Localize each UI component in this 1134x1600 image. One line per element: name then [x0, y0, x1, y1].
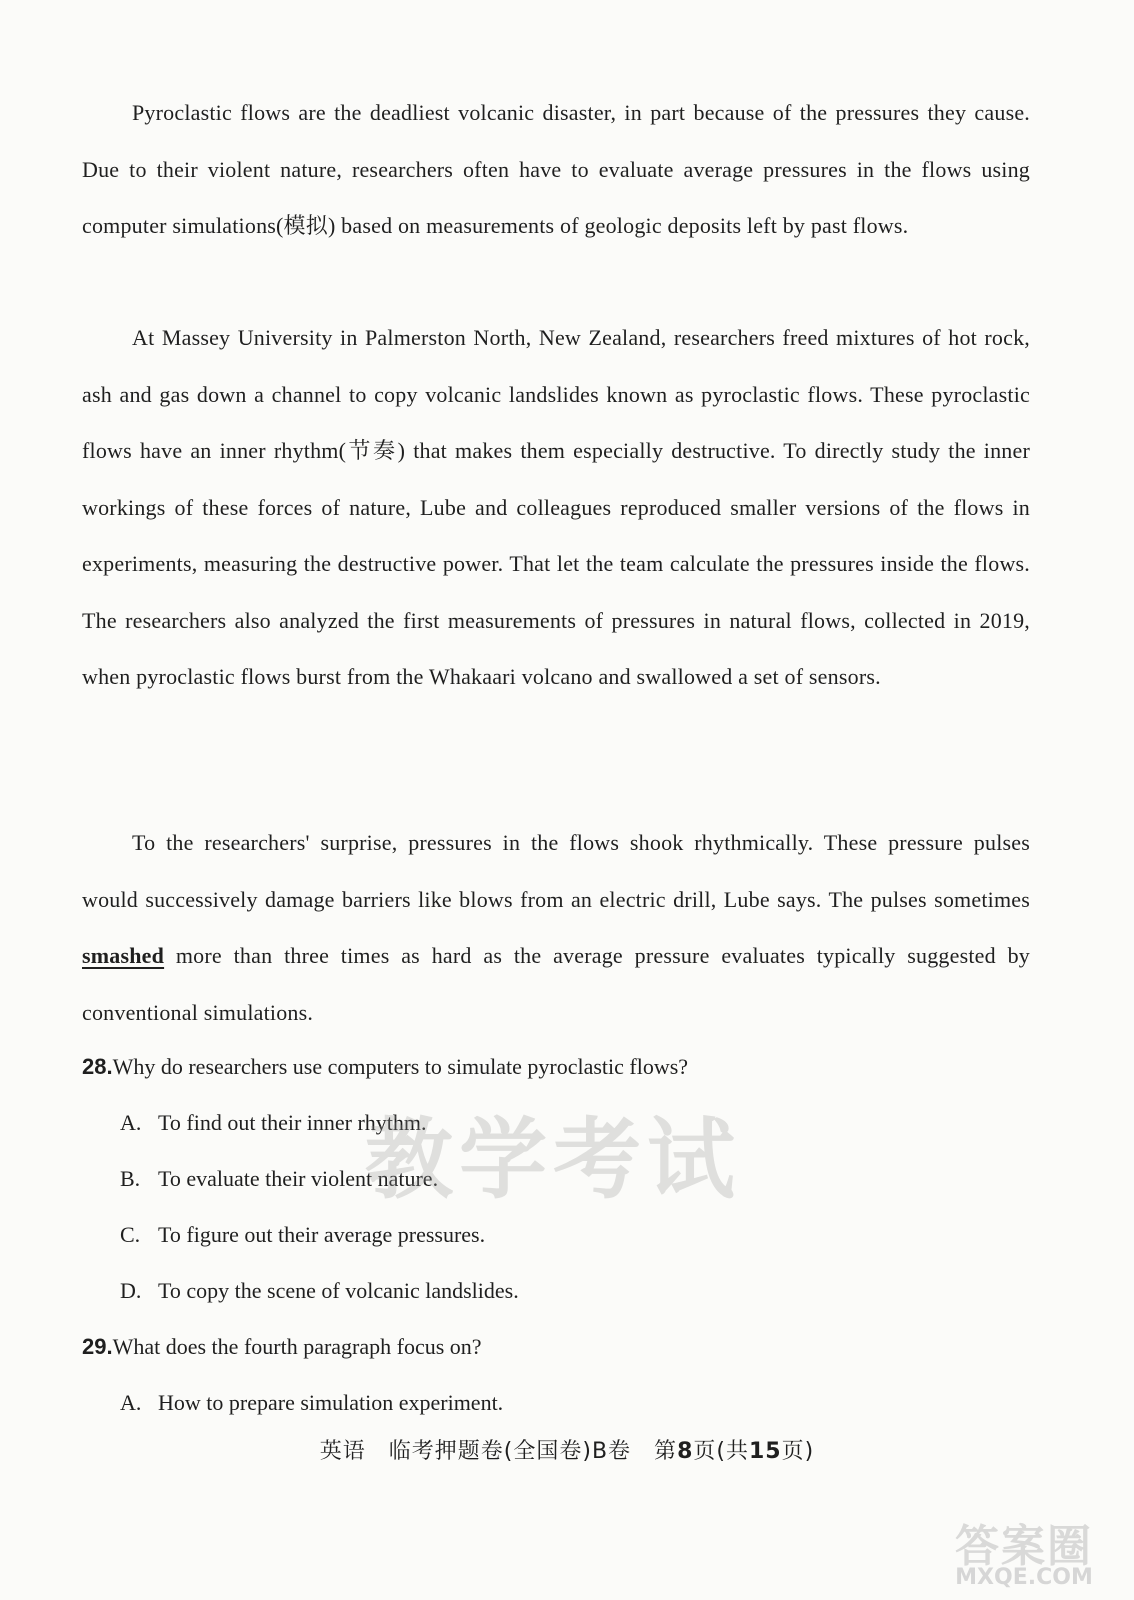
watermark-text: 教学考试 [365, 1108, 742, 1211]
question-29-stem: What does the fourth paragraph focus on? [112, 1334, 482, 1359]
option-letter: A. [120, 1110, 142, 1135]
paragraph-3-text-start: To the researchers' surprise, pressures in the flows shook rhythmically. These pressure pulses would successively damage barriers like blows from an electric drill, Lube says. The pulses sometimes [82, 830, 1030, 912]
footer-label-end: 页) [781, 1439, 815, 1464]
footer-page-number: 8 [677, 1439, 694, 1464]
question-29 [82, 1332, 1030, 1362]
page-footer [0, 1434, 1134, 1465]
option-letter: B. [120, 1166, 141, 1191]
passage-paragraph-1: Pyroclastic flows are the deadliest volcanic disaster, in part because of the pressures they cause. Due to their violent nature, researchers often have to evaluate average pressures in the flows using computer simulations(模拟) based on measurements of geologic deposits left by past flows. [82, 100, 1030, 238]
passage-paragraph-2: At Massey University in Palmerston North, New Zealand, researchers freed mixtures of hot rock, ash and gas down a channel to copy volcanic landslides known as pyroclastic flows. These pyroclastic flows have an inner rhythm(节奏) that makes them especially destructive. To directly study the inner workings of these forces of nature, Lube and colleagues reproduced smaller versions of the flows in experiments, measuring the destructive power. That let the team calculate the pressures inside the flows. The researchers also analyzed the first measurements of pressures in natural flows, collected in 2019, when pyroclastic flows burst from the Whakaari volcano and swallowed a set of sensors. [82, 325, 1030, 689]
option-letter: A. [120, 1390, 142, 1415]
paragraph-3-text-end: more than three times as hard as the average pressure evaluates typically suggested by conventional simulations. [82, 943, 1030, 1025]
option-text: To find out their inner rhythm. [158, 1110, 427, 1135]
option-text: To copy the scene of volcanic landslides. [158, 1278, 519, 1303]
option-letter: D. [120, 1278, 142, 1303]
question-29-number: 29. [82, 1334, 113, 1359]
question-29-option-a[interactable] [120, 1388, 1020, 1418]
option-text: To figure out their average pressures. [158, 1222, 486, 1247]
question-28-stem: Why do researchers use computers to simulate pyroclastic flows? [112, 1054, 689, 1079]
question-28-option-b[interactable] [120, 1164, 1020, 1194]
option-text: To evaluate their violent nature. [158, 1166, 439, 1191]
corner-logo-glyphs: 答案圈 [955, 1521, 1093, 1572]
option-text: How to prepare simulation experiment. [158, 1390, 504, 1415]
question-28-option-c[interactable] [120, 1220, 1020, 1250]
corner-watermark-logo [944, 1510, 1104, 1590]
option-letter: C. [120, 1222, 141, 1247]
question-28-number: 28. [82, 1054, 113, 1079]
highlighted-word-smashed: smashed [82, 943, 165, 968]
footer-label-mid: 页(共 [693, 1439, 749, 1464]
question-28-option-d[interactable] [120, 1276, 1020, 1306]
footer-total-pages: 15 [748, 1439, 782, 1464]
corner-logo-url: MXQE.COM [955, 1565, 1093, 1590]
question-28 [82, 1052, 1030, 1082]
footer-label: 英语 临考押题卷(全国卷)B卷 第 [319, 1439, 678, 1464]
question-28-option-a[interactable] [120, 1108, 1020, 1138]
passage-paragraph-3 [82, 815, 1030, 1041]
